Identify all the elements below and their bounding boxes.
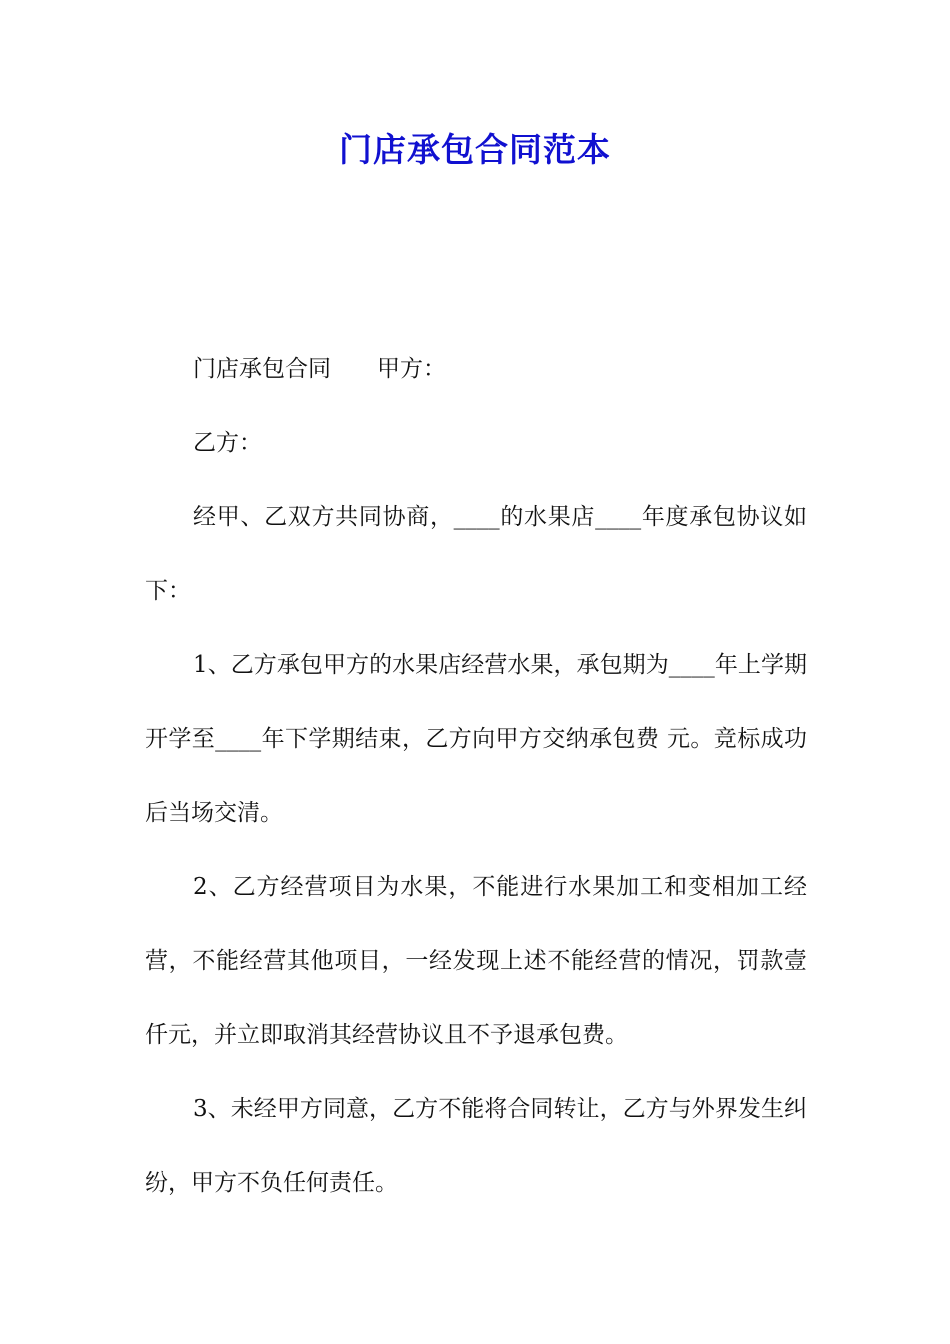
contract-header-line xyxy=(145,332,807,406)
party-a-label: 甲方： xyxy=(377,356,446,382)
contract-body xyxy=(145,332,807,1220)
document-title: 门店承包合同范本 xyxy=(339,130,611,169)
clause-2: 2、乙方经营项目为水果，不能进行水果加工和变相加工经营，不能经营其他项目，一经发现上述不能经营的情况，罚款壹仟元，并立即取消其经营协议且不予退承包费。 xyxy=(145,874,807,1048)
party-b-line: 乙方： xyxy=(193,430,262,456)
preamble-paragraph: 经甲、乙双方共同协商，____的水果店____年度承包协议如下： xyxy=(145,504,807,604)
clause-3: 3、未经甲方同意，乙方不能将合同转让，乙方与外界发生纠纷，甲方不负任何责任。 xyxy=(145,1096,807,1196)
contract-name: 门店承包合同 xyxy=(193,356,331,382)
clause-1: 1、乙方承包甲方的水果店经营水果，承包期为____年上学期开学至____年下学期结束，乙方向甲方交纳承包费 元。竞标成功后当场交清。 xyxy=(145,652,807,826)
